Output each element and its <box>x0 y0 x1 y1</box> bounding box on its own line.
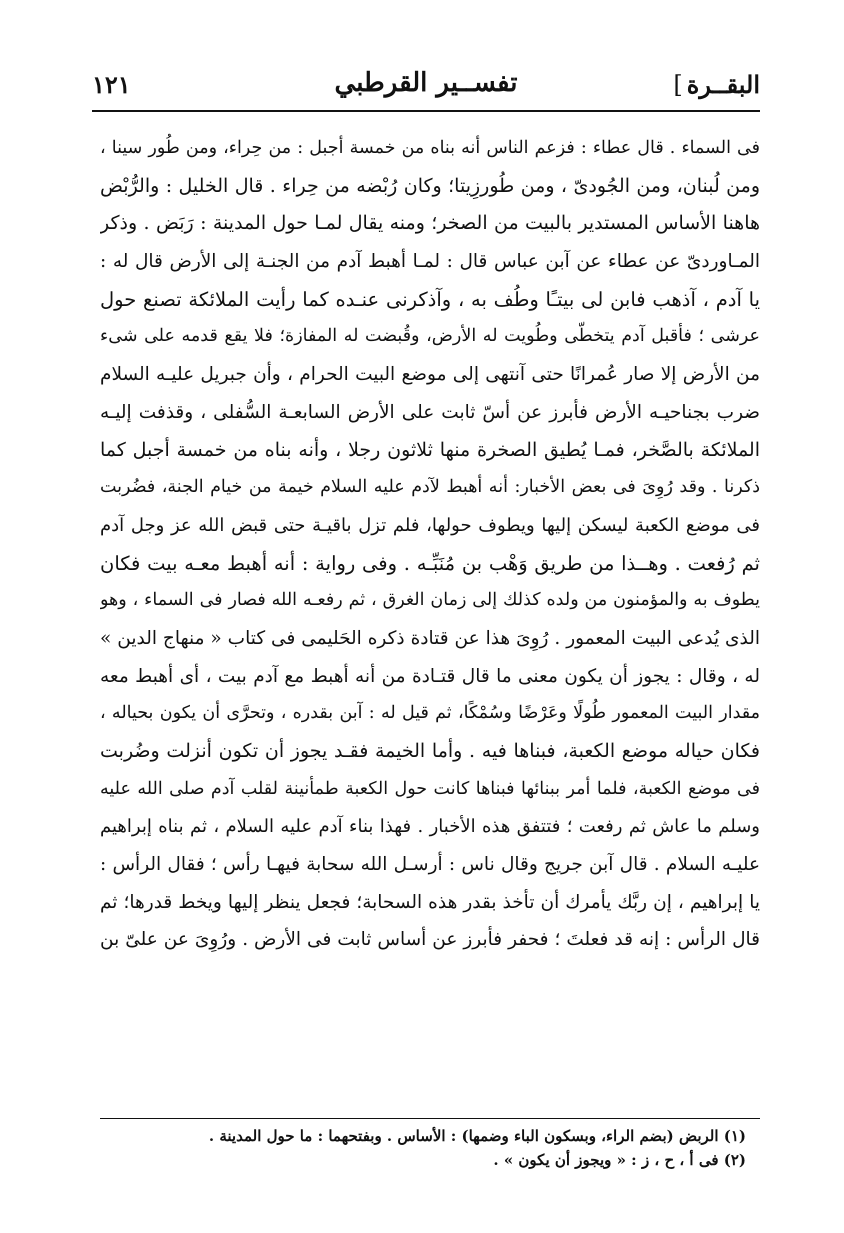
text-line: الملائكة بالصَّخر، فمـا يُطيق الصخرة منها ثلاثون رجلا ، وأنه بناه من خمسة أجبل كما <box>100 438 760 461</box>
text-line: ذكرنا . وقد رُوِىَ فى بعض الأخبار: أنه أهبط لآدم عليه السلام خيمة من خيام الجنة، فضُربت <box>100 477 760 498</box>
text-line: ثم رُفعت . وهــذا من طريق وَهْب بن مُنَبِّـه . وفى رواية : أنه أهبط معـه بيت فكان <box>100 551 760 575</box>
book-title: تفســير القرطبي <box>334 68 518 98</box>
header-bracket: ] <box>673 71 683 99</box>
text-line: فى موضع الكعبة ليسكن إليها ويطوف حولها، فلم تزل باقيـة حتى قبض الله عز وجل آدم <box>100 514 760 536</box>
text-line: هاهنا الأساس المستدير بالبيت من الصخر؛ ومنه يقال لمـا حول المدينة : رَبَض . وذكر <box>100 212 760 235</box>
text-line: الذى يُدعى البيت المعمور . رُوِىَ هذا عن قتادة ذكره الحَليمى فى كتاب « منهاج الدين » <box>100 627 760 649</box>
header-rule <box>92 110 760 112</box>
text-line: يطوف به والمؤمنون من ولده كذلك إلى زمان الغرق ، ثم رفعـه الله فصار فى السماء ، وهو <box>100 590 760 611</box>
footnotes <box>100 1124 760 1172</box>
text-line: من الأرض إلا صار عُمرانًا حتى آنتهى إلى موضع البيت الحرام ، وأن جبريل عليـه السلام <box>100 364 760 386</box>
footnote: (٢) فى أ ، ح ، ز : « ويجوز أن يكون » . <box>493 1151 746 1169</box>
text-line: قال الرأس : إنه قد فعلتَ ؛ فحفر فأبرز عن أساس ثابت فى الأرض . ورُوِىَ عن علىّ بن <box>100 929 760 951</box>
page-header <box>92 62 760 112</box>
text-line: يا آدم ، آذهب فابن لى بيتـًا وطُف به ، وآذكرنى عنـده كما رأيت الملائكة تصنع حول <box>100 287 760 311</box>
body-text <box>100 130 760 959</box>
text-line: المـاوردىّ عن عطاء عن آبن عباس قال : لمـا أهبط آدم من الجنـة إلى الأرض قال له : <box>100 251 760 273</box>
text-line: فى السماء . قال عطاء : فزعم الناس أنه بناه من خمسة أجبل : من حِراء، ومن طُور سينا ، <box>100 138 760 158</box>
footnote-rule <box>100 1118 760 1119</box>
text-line: يا إبراهيم ، إن ربَّك يأمرك أن تأخذ بقدر هذه السحابة؛ فجعل ينظر إليها ويخط قدرها؛ ثم <box>100 891 760 913</box>
footnote: (١) الربض (بضم الراء، وبسكون الباء وضمها) : الأساس . وبفتحهما : ما حول المدينة . <box>208 1127 746 1145</box>
text-line: فى موضع الكعبة، فلما أمر ببنائها فبناها كانت حول الكعبة طمأنينة لقلب آدم صلى الله عليه <box>100 778 760 799</box>
page-number: ١٢١ <box>92 70 131 99</box>
text-line: ومن لُبنان، ومن الجُودىّ ، ومن طُورزِيتا؛ وكان رُبْضه من حِراء . قال الخليل : والرُّبْض <box>100 174 760 197</box>
text-line: عرشى ؛ فأقبل آدم يتخطّى وطُويت له الأرض، وقُبضت له المفازة؛ فلا يقع قدمه على شىء <box>100 326 760 347</box>
text-line: له ، وقال : يجوز أن يكون معنى ما قال قتـادة من أنه أهبط مع آدم بيت ، أى أهبط معه <box>100 665 760 687</box>
text-line: عليـه السلام . قال آبن جريج وقال ناس : أرسـل الله سحابة فيهـا رأس ؛ فقال الرأس : <box>100 854 760 876</box>
text-line: فكان حياله موضع الكعبة، فبناها فيه . وأما الخيمة فقـد يجوز أن تكون أنزلت وضُربت <box>100 740 760 762</box>
surah-label: البقــرة <box>686 70 760 99</box>
text-line: وسلم ما عاش ثم رفعت ؛ فتتفق هذه الأخبار . فهذا بناء آدم عليه السلام ، ثم بناه إبراهيم <box>100 816 760 838</box>
text-line: ضرب بجناحيـه الأرض فأبرز عن أسّ ثابت على الأرض السابعـة السُّفلى ، وقذفت إليـه <box>100 401 760 423</box>
text-line: مقدار البيت المعمور طُولًا وعَرْضًا وسُمْكًا، ثم قيل له : آبن بقدره ، وتحرَّى أن يكون بحياله ، <box>100 703 760 724</box>
